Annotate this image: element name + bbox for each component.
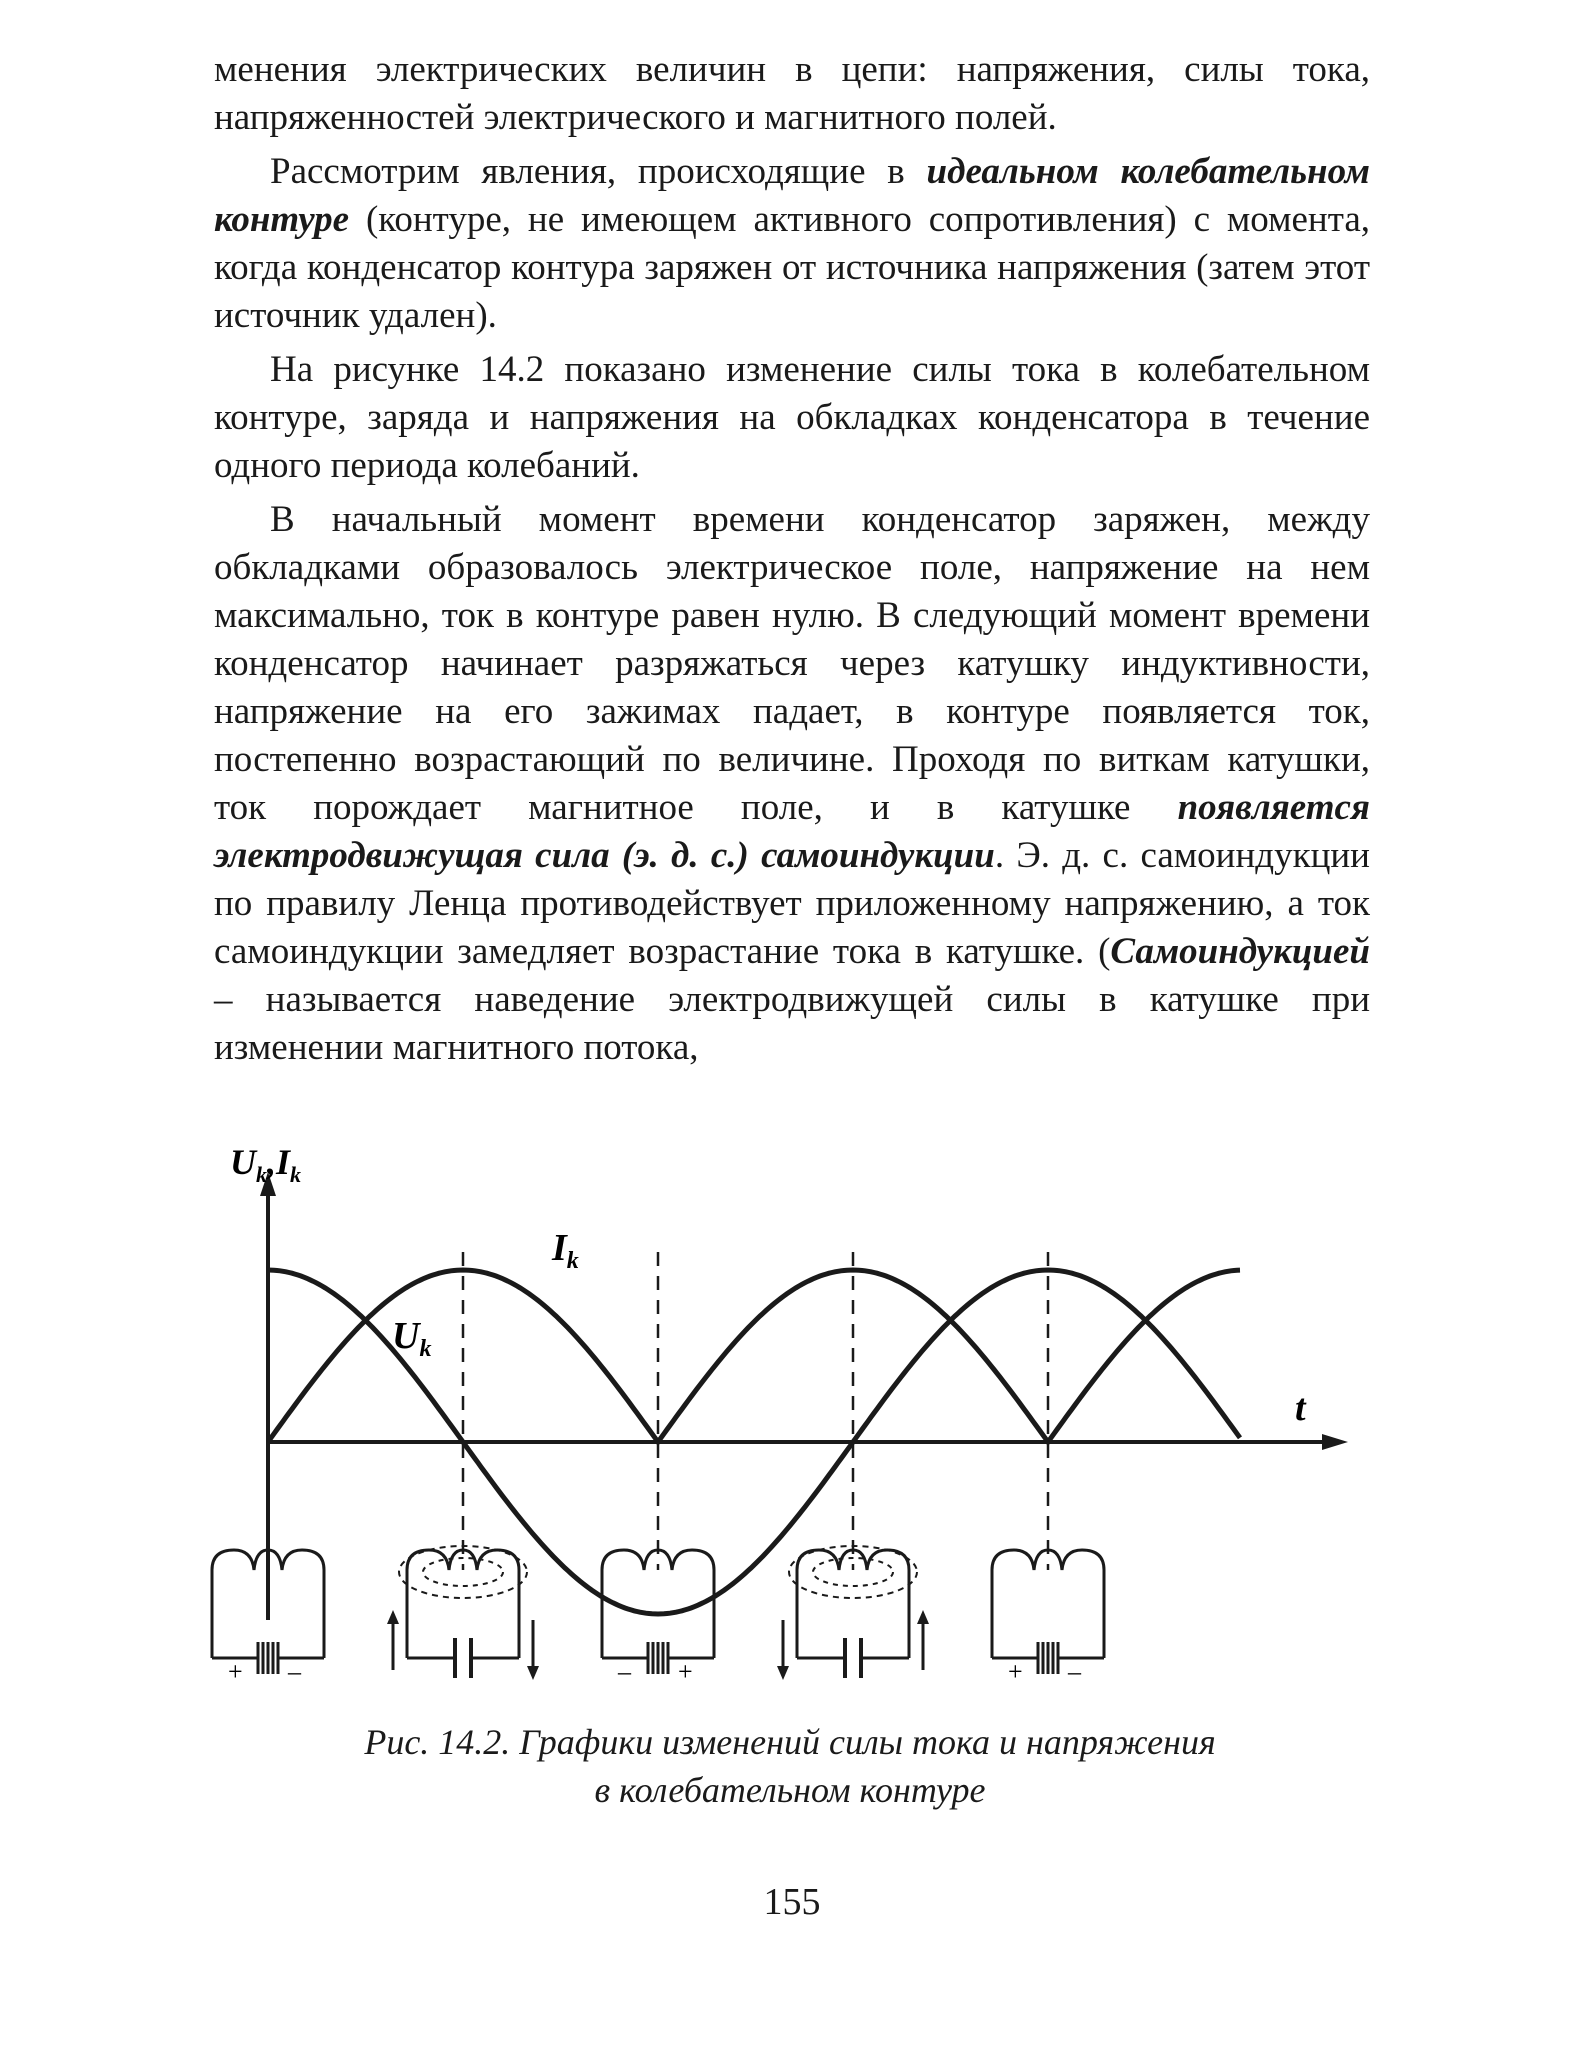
caption-line-2: в колебательном контуре: [594, 1770, 986, 1810]
t-axis-arrow: [1322, 1434, 1348, 1450]
magnetic-field-line: [813, 1558, 893, 1586]
paragraph: [214, 46, 1370, 142]
capacitor-sign: +: [228, 1657, 243, 1686]
text-run: На рисунке 14.2 показано изменение силы тока в колебательном контуре, заряда и напряжения на обкладках конденсатора в течение одного периода колебаний.: [214, 349, 1370, 486]
t-axis-label: t: [1295, 1387, 1306, 1429]
page-number: 155: [763, 1881, 821, 1923]
caption-line-1: Рис. 14.2. Графики изменений силы тока и напряжения: [364, 1722, 1216, 1762]
current-arrow-head: [387, 1610, 399, 1624]
paragraph: [214, 346, 1370, 490]
text-run: В начальный момент времени конденсатор заряжен, между обкладками образовалось электрическое поле, напряжение на нем максимально, ток в контуре равен нулю. В следующий момент времени конденсатор начинает разряжаться через катушку индуктивности, напряжение на его зажимах падает, в контуре появляется ток, постепенно возрастающий по величине. Проходя по виткам катушки, ток порождает магнитное поле, и в катушке: [214, 499, 1370, 828]
lc-circuit: [992, 1550, 1104, 1686]
y-axis-label: $U_k,I_k$: [230, 1150, 302, 1187]
emphasis-term: появляется электродвижущая сила (э. д. с.) самоиндукции: [214, 787, 1370, 876]
magnetic-field-line: [423, 1558, 503, 1586]
current-arrow-head: [917, 1610, 929, 1624]
paragraph: [214, 496, 1370, 1072]
ik-curve-label: $I_k$: [552, 1227, 579, 1274]
emphasis-term: идеальном колебательном контуре: [214, 151, 1371, 240]
figure-14-2: [200, 1150, 1380, 1710]
lc-circuit: [602, 1550, 714, 1686]
text-run: менения электрических величин в цепи: напряжения, силы тока, напряженностей электрического и магнитного полей.: [214, 49, 1370, 138]
current-arrow-head: [527, 1666, 539, 1680]
capacitor-sign: –: [288, 1657, 301, 1686]
oscillation-graph: [200, 1150, 1380, 1710]
text-run: Рассмотрим явления, происходящие в: [270, 151, 927, 192]
text-run: . Э. д. с. самоиндукции по правилу Ленца противодействует приложенному напряжению, а ток самоиндукции замедляет возрастание тока в катушке. (: [214, 835, 1370, 972]
capacitor-sign: –: [1068, 1657, 1081, 1686]
emphasis-term: Самоиндукцией: [1110, 931, 1370, 972]
figure-caption: [220, 1718, 1360, 1814]
body-text: [214, 46, 1370, 1078]
text-run: (контуре, не имеющем активного сопротивления) с момента, когда конденсатор контура заряжен от источника напряжения (затем этот источник удален).: [214, 199, 1370, 336]
text-run: – называется наведение электродвижущей силы в катушке при изменении магнитного потока,: [214, 979, 1370, 1068]
capacitor-sign: +: [1008, 1657, 1023, 1686]
capacitor-sign: –: [618, 1657, 631, 1686]
current-arrow-head: [777, 1666, 789, 1680]
uk-curve-label: $U_k$: [392, 1315, 432, 1362]
capacitor-sign: +: [678, 1657, 693, 1686]
paragraph: [214, 148, 1370, 340]
